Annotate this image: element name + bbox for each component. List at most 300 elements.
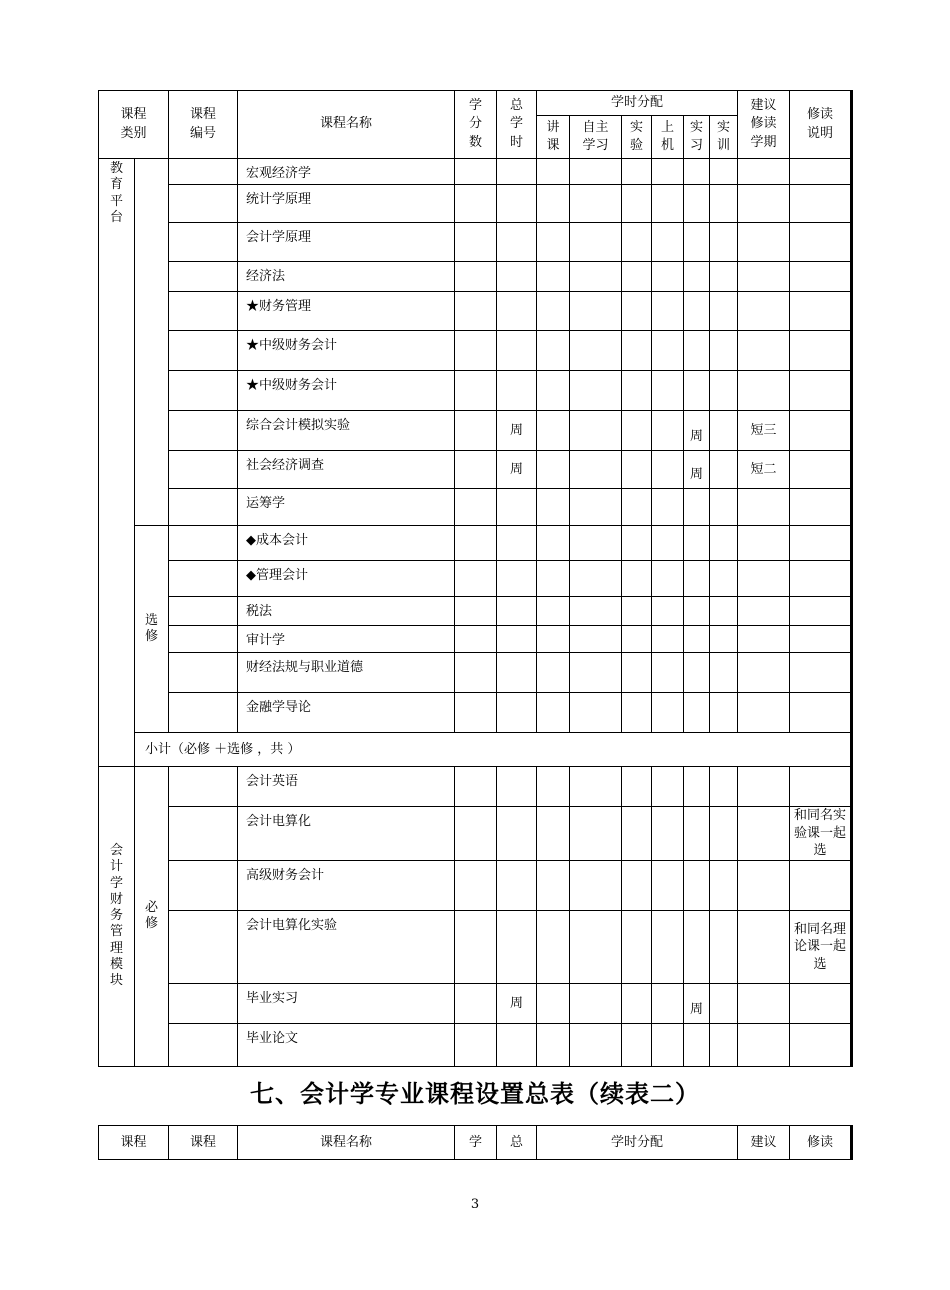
course-computer: [652, 693, 684, 733]
course-internship: 周: [684, 984, 710, 1024]
course-credits: [455, 561, 497, 597]
course-name: 统计学原理: [238, 185, 455, 223]
course-remark: [790, 1024, 852, 1067]
course-remark: [790, 489, 852, 526]
course-lab: [622, 223, 652, 262]
course-lab: [622, 489, 652, 526]
course-semester: [738, 984, 790, 1024]
course-lab: [622, 693, 652, 733]
course-code-cell: [169, 1024, 238, 1067]
course-lecture: [537, 371, 570, 411]
course-name: 会计电算化实验: [238, 911, 455, 984]
group-elective-text: 选修: [145, 612, 159, 644]
course-code-cell: [169, 693, 238, 733]
course-computer: [652, 223, 684, 262]
course-computer: [652, 185, 684, 223]
course-self-study: [570, 185, 622, 223]
course-self-study: [570, 911, 622, 984]
header-category-text: 课程类别: [120, 107, 147, 141]
course-lab: [622, 1024, 652, 1067]
course-semester: [738, 653, 790, 693]
course-lecture: [537, 911, 570, 984]
group-required-blank: [135, 159, 169, 526]
group-education-platform: [99, 159, 135, 767]
course-internship: 周: [684, 411, 710, 451]
t2-header-remark: 修读: [790, 1126, 852, 1160]
course-code-cell: [169, 411, 238, 451]
course-name: 经济法: [238, 262, 455, 292]
course-remark: [790, 693, 852, 733]
course-lab: [622, 807, 652, 861]
course-remark: [790, 626, 852, 653]
course-computer: [652, 331, 684, 371]
course-lecture: [537, 807, 570, 861]
header-credits: [455, 91, 497, 159]
header-credits-text: 学分数: [469, 98, 483, 150]
group-accounting-module: [99, 767, 135, 1067]
course-computer: [652, 861, 684, 911]
course-credits: [455, 1024, 497, 1067]
course-credits: [455, 693, 497, 733]
course-code-cell: [169, 653, 238, 693]
course-credits: [455, 911, 497, 984]
course-self-study: [570, 861, 622, 911]
course-semester: 短三: [738, 411, 790, 451]
course-name: 毕业论文: [238, 1024, 455, 1067]
course-code-cell: [169, 984, 238, 1024]
course-table-continued: [98, 1125, 853, 1160]
course-internship: [684, 159, 710, 185]
course-self-study: [570, 331, 622, 371]
course-credits: [455, 371, 497, 411]
course-credits: [455, 984, 497, 1024]
course-name: 高级财务会计: [238, 861, 455, 911]
course-training: [710, 526, 738, 561]
t2-header-category: 课程: [99, 1126, 169, 1160]
course-semester: [738, 331, 790, 371]
course-computer: [652, 262, 684, 292]
course-semester: [738, 861, 790, 911]
course-remark: [790, 223, 852, 262]
course-total-hours: [497, 653, 537, 693]
course-lab: [622, 331, 652, 371]
course-credits: [455, 653, 497, 693]
course-computer: [652, 626, 684, 653]
course-credits: [455, 292, 497, 331]
course-remark: [790, 597, 852, 626]
course-table: [98, 90, 853, 1067]
course-lecture: [537, 159, 570, 185]
course-semester: [738, 159, 790, 185]
course-remark: [790, 292, 852, 331]
course-code-cell: [169, 807, 238, 861]
course-training: [710, 861, 738, 911]
header-sub-lab-text: 实验: [630, 119, 644, 153]
course-credits: [455, 223, 497, 262]
course-code-cell: [169, 223, 238, 262]
course-lecture: [537, 185, 570, 223]
group-education-platform-text: 教育平台: [110, 161, 124, 225]
course-remark: [790, 451, 852, 489]
header-sub-computer: [652, 116, 684, 159]
course-remark: [790, 561, 852, 597]
course-training: [710, 984, 738, 1024]
course-semester: [738, 526, 790, 561]
course-lecture: [537, 331, 570, 371]
course-self-study: [570, 767, 622, 807]
course-lab: [622, 371, 652, 411]
course-remark: [790, 262, 852, 292]
course-lab: [622, 653, 652, 693]
course-internship: [684, 911, 710, 984]
page-number: 3: [470, 1197, 480, 1212]
course-semester: [738, 597, 790, 626]
course-code-cell: [169, 292, 238, 331]
course-lecture: [537, 767, 570, 807]
header-semester: [738, 91, 790, 159]
course-remark: [790, 984, 852, 1024]
course-internship: [684, 223, 710, 262]
course-lecture: [537, 451, 570, 489]
course-code-cell: [169, 561, 238, 597]
section-title: 七、会计学专业课程设置总表（续表二）: [250, 1080, 700, 1108]
t2-header-code: 课程: [169, 1126, 238, 1160]
course-lab: [622, 262, 652, 292]
course-credits: [455, 767, 497, 807]
course-internship: [684, 292, 710, 331]
course-lab: [622, 767, 652, 807]
course-credits: [455, 626, 497, 653]
course-training: [710, 411, 738, 451]
course-name: ★中级财务会计: [238, 331, 455, 371]
course-remark: [790, 526, 852, 561]
course-internship: [684, 861, 710, 911]
course-lab: [622, 597, 652, 626]
header-semester-text: 建议修读学期: [750, 98, 777, 150]
course-name: 会计英语: [238, 767, 455, 807]
course-internship: 周: [684, 451, 710, 489]
course-internship: [684, 767, 710, 807]
course-computer: [652, 597, 684, 626]
course-semester: [738, 1024, 790, 1067]
course-self-study: [570, 489, 622, 526]
course-credits: [455, 159, 497, 185]
course-name: 税法: [238, 597, 455, 626]
course-computer: [652, 767, 684, 807]
course-credits: [455, 597, 497, 626]
t2-header-name: 课程名称: [238, 1126, 455, 1160]
course-remark: [790, 653, 852, 693]
course-name: 运筹学: [238, 489, 455, 526]
course-self-study: [570, 292, 622, 331]
course-self-study: [570, 693, 622, 733]
course-remark: [790, 411, 852, 451]
course-total-hours: [497, 159, 537, 185]
course-total-hours: [497, 693, 537, 733]
group-required-text: 必修: [145, 900, 159, 932]
course-credits: [455, 526, 497, 561]
course-code-cell: [169, 526, 238, 561]
course-semester: [738, 371, 790, 411]
course-semester: [738, 561, 790, 597]
course-remark: [790, 767, 852, 807]
course-lab: [622, 984, 652, 1024]
header-sub-internship-text: 实习: [690, 119, 704, 153]
course-lecture: [537, 561, 570, 597]
course-self-study: [570, 159, 622, 185]
course-semester: [738, 911, 790, 984]
t2-header-semester: 建议: [738, 1126, 790, 1160]
course-credits: [455, 807, 497, 861]
header-sub-lecture: [537, 116, 570, 159]
course-training: [710, 489, 738, 526]
course-internship: [684, 262, 710, 292]
course-self-study: [570, 262, 622, 292]
course-lab: [622, 626, 652, 653]
course-lab: [622, 911, 652, 984]
course-self-study: [570, 561, 622, 597]
course-code-cell: [169, 626, 238, 653]
course-semester: [738, 223, 790, 262]
course-internship: [684, 371, 710, 411]
course-code-cell: [169, 911, 238, 984]
course-training: [710, 597, 738, 626]
group-elective: [135, 526, 169, 733]
course-code-cell: [169, 371, 238, 411]
header-sub-lecture-text: 讲课: [546, 119, 560, 153]
course-lecture: [537, 292, 570, 331]
course-remark: 和同名实验课一起选: [790, 807, 852, 861]
course-name: 审计学: [238, 626, 455, 653]
course-training: [710, 626, 738, 653]
course-self-study: [570, 371, 622, 411]
header-sub-training: [710, 116, 738, 159]
course-training: [710, 262, 738, 292]
course-total-hours: [497, 807, 537, 861]
header-total-hours-text: 总学时: [510, 98, 524, 150]
course-total-hours: 周: [497, 451, 537, 489]
header-remark-text: 修读说明: [807, 107, 834, 141]
course-internship: [684, 489, 710, 526]
course-computer: [652, 159, 684, 185]
course-code-cell: [169, 331, 238, 371]
course-name: ★中级财务会计: [238, 371, 455, 411]
course-computer: [652, 451, 684, 489]
course-code-cell: [169, 767, 238, 807]
course-semester: [738, 262, 790, 292]
t2-header-allocation: 学时分配: [537, 1126, 738, 1160]
course-self-study: [570, 411, 622, 451]
course-training: [710, 451, 738, 489]
course-total-hours: [497, 911, 537, 984]
course-code-cell: [169, 861, 238, 911]
course-lab: [622, 292, 652, 331]
course-lab: [622, 451, 652, 489]
course-self-study: [570, 526, 622, 561]
course-credits: [455, 861, 497, 911]
header-allocation: 学时分配: [537, 91, 738, 116]
course-computer: [652, 1024, 684, 1067]
course-remark: [790, 159, 852, 185]
course-code-cell: [169, 489, 238, 526]
course-internship: [684, 526, 710, 561]
course-total-hours: 周: [497, 411, 537, 451]
header-name: 课程名称: [238, 91, 455, 159]
course-total-hours: [497, 561, 537, 597]
course-lecture: [537, 262, 570, 292]
course-internship: [684, 807, 710, 861]
course-total-hours: [497, 526, 537, 561]
course-credits: [455, 185, 497, 223]
course-computer: [652, 807, 684, 861]
course-semester: [738, 626, 790, 653]
course-internship: [684, 1024, 710, 1067]
course-internship: [684, 331, 710, 371]
course-computer: [652, 292, 684, 331]
course-self-study: [570, 451, 622, 489]
header-sub-self-study-text: 自主学习: [582, 119, 609, 153]
course-training: [710, 653, 738, 693]
course-computer: [652, 411, 684, 451]
course-self-study: [570, 984, 622, 1024]
course-name: 金融学导论: [238, 693, 455, 733]
course-remark: 和同名理论课一起选: [790, 911, 852, 984]
course-internship: [684, 561, 710, 597]
course-lecture: [537, 653, 570, 693]
course-code-cell: [169, 262, 238, 292]
course-semester: [738, 767, 790, 807]
course-lab: [622, 561, 652, 597]
course-total-hours: [497, 597, 537, 626]
course-self-study: [570, 597, 622, 626]
course-training: [710, 807, 738, 861]
course-lecture: [537, 984, 570, 1024]
header-category: [99, 91, 169, 159]
course-semester: [738, 185, 790, 223]
course-total-hours: [497, 626, 537, 653]
course-training: [710, 159, 738, 185]
course-lecture: [537, 693, 570, 733]
course-total-hours: [497, 767, 537, 807]
course-internship: [684, 626, 710, 653]
course-name: 宏观经济学: [238, 159, 455, 185]
course-training: [710, 1024, 738, 1067]
course-remark: [790, 331, 852, 371]
course-training: [710, 185, 738, 223]
course-total-hours: [497, 861, 537, 911]
header-sub-internship: [684, 116, 710, 159]
course-lecture: [537, 597, 570, 626]
course-total-hours: [497, 331, 537, 371]
course-code-cell: [169, 597, 238, 626]
course-total-hours: [497, 262, 537, 292]
course-computer: [652, 561, 684, 597]
course-lecture: [537, 223, 570, 262]
course-computer: [652, 371, 684, 411]
course-self-study: [570, 1024, 622, 1067]
course-self-study: [570, 653, 622, 693]
course-total-hours: [497, 489, 537, 526]
course-remark: [790, 861, 852, 911]
course-name: 会计学原理: [238, 223, 455, 262]
course-total-hours: [497, 223, 537, 262]
course-computer: [652, 911, 684, 984]
course-total-hours: [497, 1024, 537, 1067]
course-internship: [684, 693, 710, 733]
course-credits: [455, 331, 497, 371]
course-remark: [790, 185, 852, 223]
course-lab: [622, 159, 652, 185]
course-lecture: [537, 411, 570, 451]
course-computer: [652, 653, 684, 693]
course-credits: [455, 262, 497, 292]
course-remark: [790, 371, 852, 411]
course-computer: [652, 984, 684, 1024]
course-self-study: [570, 626, 622, 653]
course-computer: [652, 489, 684, 526]
group-required: [135, 767, 169, 1067]
course-lecture: [537, 1024, 570, 1067]
course-lab: [622, 861, 652, 911]
course-lecture: [537, 526, 570, 561]
course-name: 毕业实习: [238, 984, 455, 1024]
header-code: [169, 91, 238, 159]
course-internship: [684, 653, 710, 693]
course-training: [710, 292, 738, 331]
course-code-cell: [169, 159, 238, 185]
course-training: [710, 561, 738, 597]
course-training: [710, 331, 738, 371]
course-name: 社会经济调查: [238, 451, 455, 489]
course-total-hours: [497, 292, 537, 331]
course-training: [710, 911, 738, 984]
course-code-cell: [169, 185, 238, 223]
header-sub-training-text: 实训: [717, 119, 731, 153]
course-total-hours: [497, 185, 537, 223]
t2-header-total: 总: [497, 1126, 537, 1160]
course-lab: [622, 185, 652, 223]
course-credits: [455, 451, 497, 489]
course-internship: [684, 597, 710, 626]
course-name: 会计电算化: [238, 807, 455, 861]
course-total-hours: 周: [497, 984, 537, 1024]
course-training: [710, 223, 738, 262]
course-credits: [455, 411, 497, 451]
course-name: ◆成本会计: [238, 526, 455, 561]
header-sub-self-study: [570, 116, 622, 159]
group-accounting-module-text: 会计学财务管理模块: [110, 843, 124, 989]
course-name: ◆管理会计: [238, 561, 455, 597]
course-semester: [738, 807, 790, 861]
course-semester: [738, 693, 790, 733]
course-lab: [622, 411, 652, 451]
course-training: [710, 693, 738, 733]
course-self-study: [570, 223, 622, 262]
header-sub-computer-text: 上机: [661, 119, 675, 153]
course-semester: [738, 292, 790, 331]
course-lab: [622, 526, 652, 561]
course-total-hours: [497, 371, 537, 411]
course-code-cell: [169, 451, 238, 489]
course-credits: [455, 489, 497, 526]
course-self-study: [570, 807, 622, 861]
course-semester: [738, 489, 790, 526]
header-remark: [790, 91, 852, 159]
course-name: ★财务管理: [238, 292, 455, 331]
course-lecture: [537, 489, 570, 526]
header-total-hours: [497, 91, 537, 159]
course-computer: [652, 526, 684, 561]
